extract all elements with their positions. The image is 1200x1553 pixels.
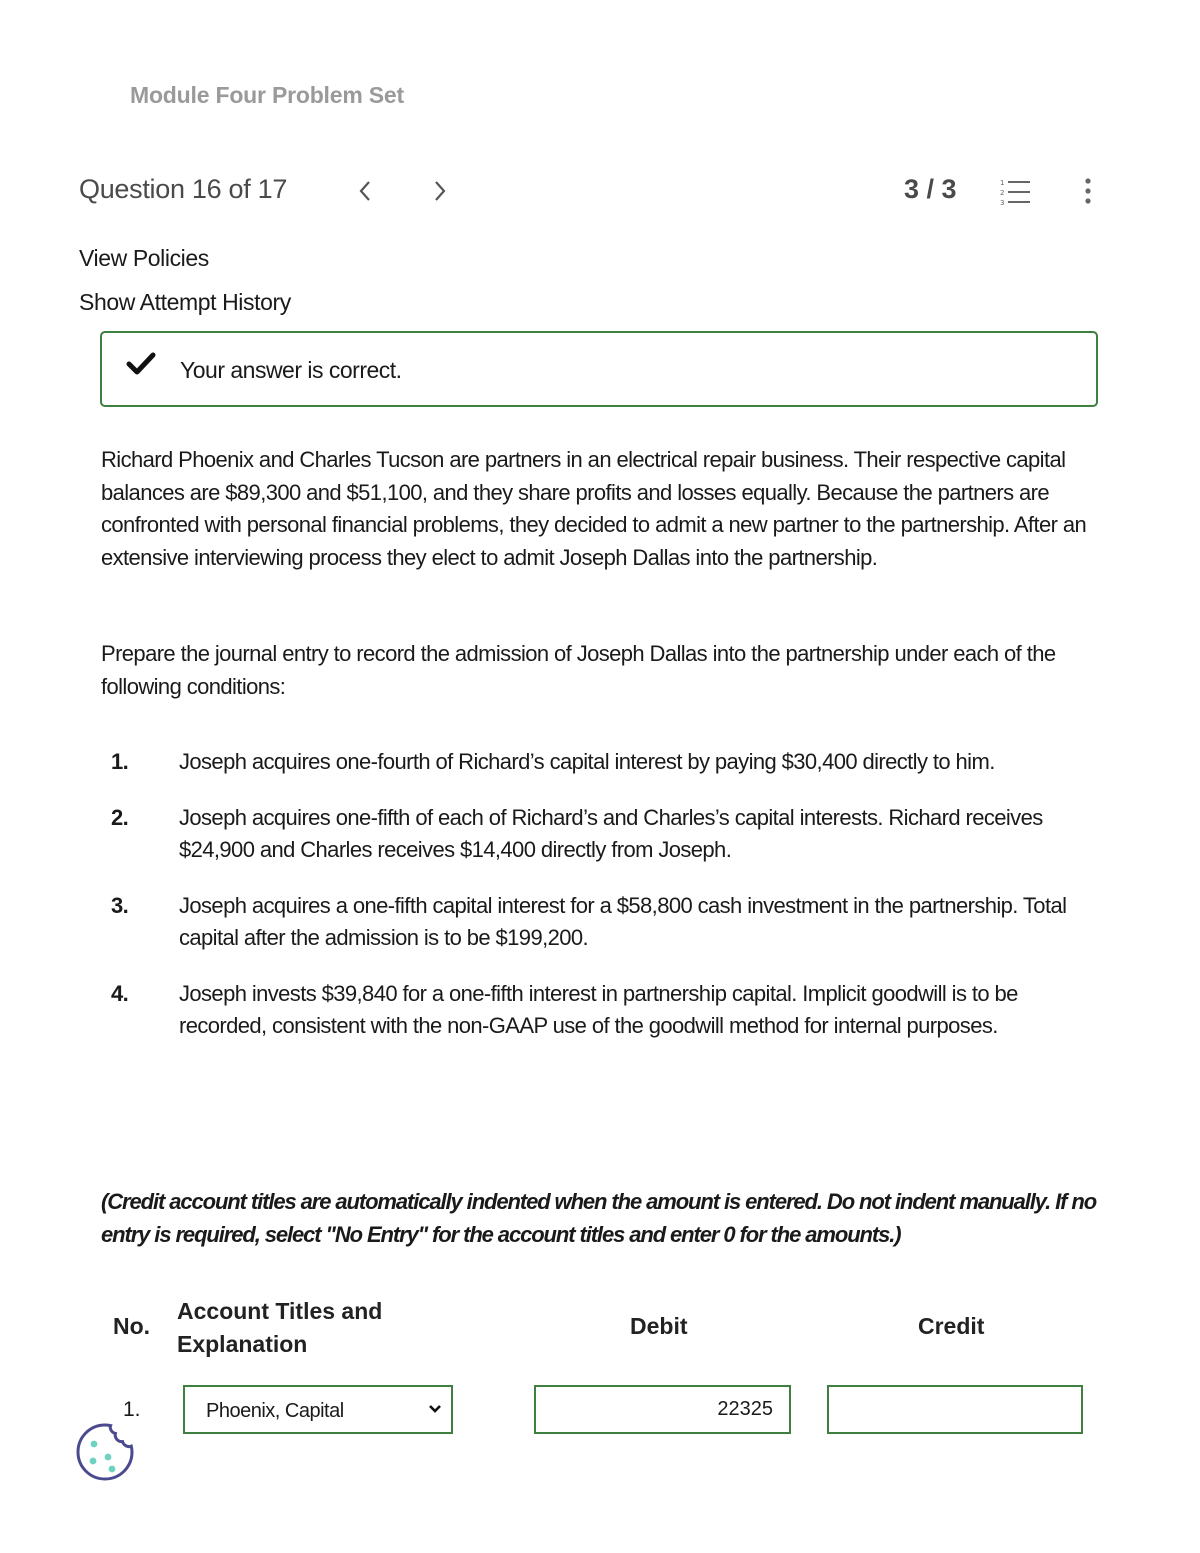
- next-question-button[interactable]: [427, 176, 453, 206]
- cookie-icon: [74, 1421, 136, 1483]
- more-vertical-icon: [1077, 176, 1099, 208]
- entry-instruction: (Credit account titles are automatically indented when the amount is entered. Do not indent manually. If no entry is required, select "No Entry" for the account titles and enter 0 for the amounts.): [101, 1189, 1097, 1247]
- debit-input[interactable]: [534, 1385, 791, 1434]
- condition-item: [101, 978, 1106, 1043]
- condition-text: Joseph acquires a one-fifth capital interest for a $58,800 cash investment in the partnership. Total capital after the admission is to be $199,200.: [179, 892, 1067, 950]
- feedback-banner: [100, 331, 1098, 407]
- condition-number: 4.: [111, 980, 129, 1006]
- entry-row-number: 1.: [123, 1398, 141, 1421]
- feedback-message: Your answer is correct.: [180, 357, 402, 383]
- svg-text:3: 3: [1000, 199, 1005, 207]
- account-title-select[interactable]: [183, 1385, 453, 1434]
- check-icon: [126, 351, 156, 377]
- question-list-button[interactable]: [999, 176, 1033, 208]
- condition-text: Joseph acquires one-fifth of each of Richard’s and Charles’s capital interests. Richard receives $24,900 and Charles receives $14,400 directly from Joseph.: [179, 804, 1043, 862]
- cookie-settings-button[interactable]: [74, 1421, 136, 1483]
- problem-statement: [101, 444, 1106, 574]
- svg-text:2: 2: [1000, 189, 1005, 197]
- chevron-left-icon: [358, 180, 372, 202]
- condition-number: 3.: [111, 892, 129, 918]
- previous-question-button[interactable]: [352, 176, 378, 206]
- module-title: Module Four Problem Set: [130, 82, 404, 108]
- attempt-history-link[interactable]: Show Attempt History: [79, 289, 291, 315]
- view-policies-link[interactable]: View Policies: [79, 245, 209, 271]
- account-title-value: Phoenix, Capital: [206, 1400, 344, 1422]
- problem-instructions: Prepare the journal entry to record the admission of Joseph Dallas into the partnership under each of the following conditions:: [101, 641, 1056, 699]
- condition-item: [101, 802, 1106, 867]
- condition-item: [101, 890, 1106, 955]
- numbered-list-icon: [999, 176, 1033, 208]
- question-header: [79, 170, 1109, 214]
- score: 3 / 3: [904, 174, 957, 204]
- column-header-no: No.: [113, 1313, 151, 1339]
- column-header-account: Account Titles and Explanation: [177, 1298, 383, 1357]
- condition-number: 1.: [111, 749, 129, 774]
- condition-number: 2.: [111, 804, 129, 830]
- problem-paragraph: Richard Phoenix and Charles Tucson are partners in an electrical repair business. Their respective capital balances are $89,300 and $51,100, and they share profits and losses equally. Because the partners are confronted with personal financial problems, they decided to admit a new partner to the partnership. After an extensive interviewing process they elect to admit Joseph Dallas into the partnership.: [101, 447, 1087, 570]
- svg-text:1: 1: [1000, 179, 1005, 187]
- condition-text: Joseph invests $39,840 for a one-fifth interest in partnership capital. Implicit goodwill is to be recorded, consistent with the non-GAAP use of the goodwill method for internal purposes.: [179, 980, 1018, 1038]
- chevron-right-icon: [433, 180, 447, 202]
- column-header-credit: Credit: [918, 1313, 985, 1339]
- condition-item: [101, 746, 1106, 779]
- column-header-debit: Debit: [630, 1313, 688, 1339]
- question-counter: Question 16 of 17: [79, 174, 288, 204]
- chevron-down-icon: [427, 1403, 443, 1415]
- condition-text: Joseph acquires one-fourth of Richard’s capital interest by paying $30,400 directly to him.: [179, 749, 995, 774]
- conditions-list: [101, 746, 1106, 1066]
- credit-input[interactable]: [827, 1385, 1083, 1434]
- more-options-button[interactable]: [1077, 176, 1099, 208]
